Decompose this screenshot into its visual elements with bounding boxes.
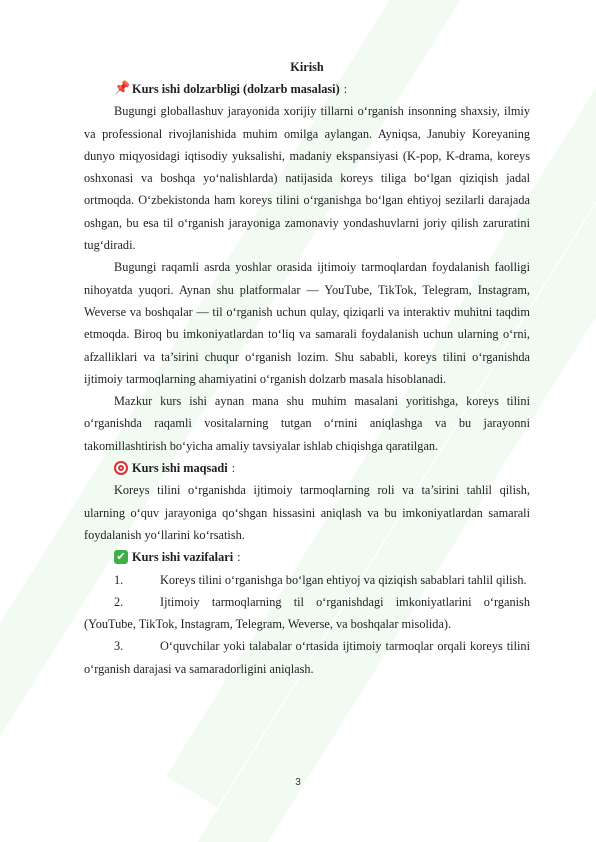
list-item <box>84 569 530 591</box>
list-item <box>84 591 530 636</box>
list-text: O‘quvchilar yoki talabalar o‘rtasida ijtimoiy tarmoqlar orqali koreys tilini o‘rganish darajasi va samaradorligini aniqlash. <box>84 639 530 676</box>
target-icon <box>114 461 128 475</box>
page-title: Kirish <box>290 60 324 74</box>
section-heading-relevance <box>84 78 530 100</box>
pushpin-icon: 📌 <box>114 81 131 97</box>
heading-colon: : <box>231 461 236 476</box>
page-number: 3 <box>295 777 301 788</box>
paragraph: Mazkur kurs ishi aynan mana shu muhim masalani yoritishga, koreys tilini o‘rganishda raqamli vositalarning tutgan o‘rnini aniqlashga va bu jarayonni takomillashtirish bo‘yicha amaliy tavsiyalar ishlab chiqishga qaratilgan. <box>84 394 530 453</box>
list-number: 3. <box>114 639 124 654</box>
list-number: 2. <box>114 594 124 609</box>
heading-colon: : <box>237 550 241 565</box>
section-heading-tasks <box>84 546 530 568</box>
heading-colon: : <box>343 82 348 96</box>
paragraph: Bugungi globallashuv jarayonida xorijiy tillarni o‘rganish insonning shaxsiy, ilmiy va professional rivojlanishida muhim omilga aylangan. Ayniqsa, Janubiy Koreyaning dunyo miqyosidagi iqtisodiy yuksalishi, madaniy ekspansiyasi (K-pop, K-drama, koreys oshxonasi va boshqa yo‘nalishlarda) natijasida koreys tiliga bo‘lgan qiziqish jadal ortmoqda. O‘zbekistonda ham koreys tilini o‘rganishga bo‘lgan ehtiyoj sezilarli darajada oshgan, bu esa til o‘rganish jarayoniga zamonaviy yondashuvlarni joriy qilish zaruratini tug‘diradi. <box>84 104 530 253</box>
document-page <box>84 56 530 680</box>
list-item <box>84 635 530 680</box>
paragraph: Bugungi raqamli asrda yoshlar orasida ijtimoiy tarmoqlardan foydalanish faolligi nihoyatda yuqori. Aynan shu platformalar — YouTube, TikTok, Telegram, Instagram, Weverse va boshqalar — til o‘rganish uchun qulay, qiziqarli va interaktiv muhitni taqdim etmoqda. Biroq bu imkoniyatlardan to‘liq va samarali foydalanish uchun ularning o‘rni, afzalliklari va ta’sirini chuqur o‘rganish lozim. Shu sababli, koreys tilini o‘rganishda ijtimoiy tarmoqlarning ahamiyatini o‘rganish dolzarb masala hisoblanadi. <box>84 260 530 386</box>
section-heading-text: Kurs ishi dolzarbligi (dolzarb masalasi) <box>132 82 340 96</box>
section-heading-text: Kurs ishi maqsadi <box>132 461 228 476</box>
section-heading-text: Kurs ishi vazifalari <box>132 550 234 565</box>
list-text: Koreys tilini o‘rganishga bo‘lgan ehtiyoj va qiziqish sabablari tahlil qilish. <box>160 572 527 587</box>
paragraph: Koreys tilini o‘rganishda ijtimoiy tarmoqlarning roli va ta’sirini tahlil qilish, ularning o‘quv jarayoniga qo‘shgan hissasini aniqlash va bu imkoniyatlardan samarali foydalanish yo‘llarini ko‘rsatish. <box>84 483 530 542</box>
section-heading-goal <box>84 457 530 479</box>
list-text: Ijtimoiy tarmoqlarning til o‘rganishdagi imkoniyatlarini o‘rganish (YouTube, TikTok, Instagram, Telegram, Weverse, va boshqalar misolida). <box>84 594 530 632</box>
list-number: 1. <box>114 572 124 587</box>
check-mark-icon: ✔ <box>114 550 128 564</box>
